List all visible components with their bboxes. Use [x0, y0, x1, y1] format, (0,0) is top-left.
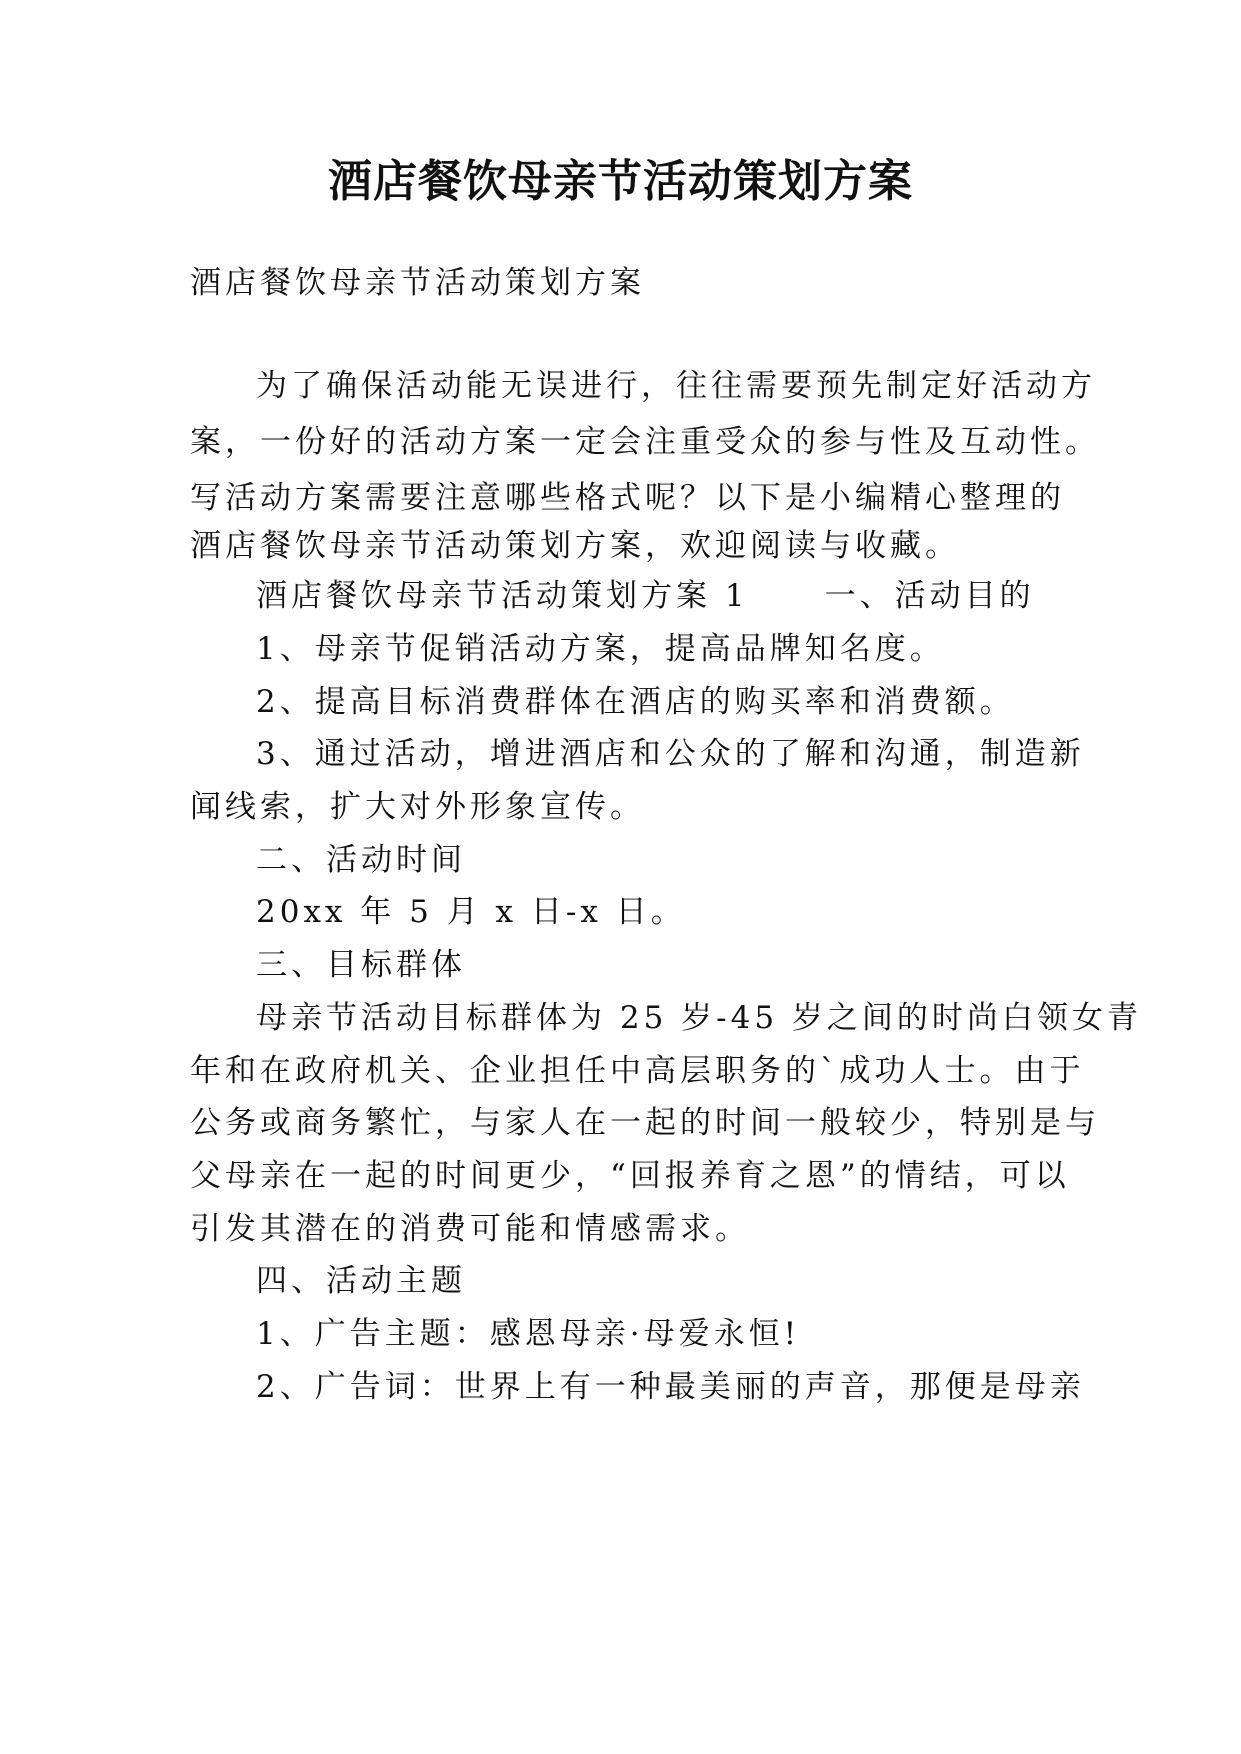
- audience-line-3: 公务或商务繁忙，与家人在一起的时间一般较少，特别是与: [190, 1105, 1100, 1141]
- purpose-item-3-line-2: 闻线索，扩大对外形象宣传。: [190, 789, 645, 825]
- intro-line-1: 为了确保活动能无误进行，往往需要预先制定好活动方: [256, 368, 1096, 404]
- purpose-item-1: 1、母亲节促销活动方案，提高品牌知名度。: [256, 631, 945, 667]
- document-title: 酒店餐饮母亲节活动策划方案: [328, 156, 913, 207]
- theme-item-2: 2、广告词：世界上有一种最美丽的声音，那便是母亲: [256, 1369, 1085, 1405]
- theme-item-1: 1、广告主题：感恩母亲·母爱永恒!: [256, 1316, 801, 1352]
- intro-line-4: 酒店餐饮母亲节活动策划方案，欢迎阅读与收藏。: [190, 528, 960, 564]
- intro-line-2: 案，一份好的活动方案一定会注重受众的参与性及互动性。: [190, 424, 1100, 460]
- audience-line-5: 引发其潜在的消费可能和情感需求。: [190, 1211, 750, 1247]
- plan-heading: 酒店餐饮母亲节活动策划方案 1: [256, 578, 749, 614]
- purpose-item-3-line-1: 3、通过活动，增进酒店和公众的了解和沟通，制造新: [256, 736, 1085, 772]
- intro-line-3: 写活动方案需要注意哪些格式呢？以下是小编精心整理的: [190, 480, 1065, 516]
- audience-line-1: 母亲节活动目标群体为 25 岁-45 岁之间的时尚白领女青: [256, 1000, 1142, 1036]
- section-2-heading: 二、活动时间: [256, 842, 466, 878]
- audience-line-2: 年和在政府机关、企业担任中高层职务的`成功人士。由于: [190, 1053, 1085, 1089]
- purpose-item-2: 2、提高目标消费群体在酒店的购买率和消费额。: [256, 684, 1015, 720]
- section-1-heading: 一、活动目的: [824, 578, 1035, 614]
- audience-line-4: 父母亲在一起的时间更少，“回报养育之恩”的情结，可以: [190, 1158, 1070, 1194]
- document-subtitle: 酒店餐饮母亲节活动策划方案: [190, 265, 645, 301]
- activity-time: 20xx 年 5 月 x 日-x 日。: [256, 894, 686, 930]
- section-4-heading: 四、活动主题: [256, 1263, 466, 1299]
- section-3-heading: 三、目标群体: [256, 947, 466, 983]
